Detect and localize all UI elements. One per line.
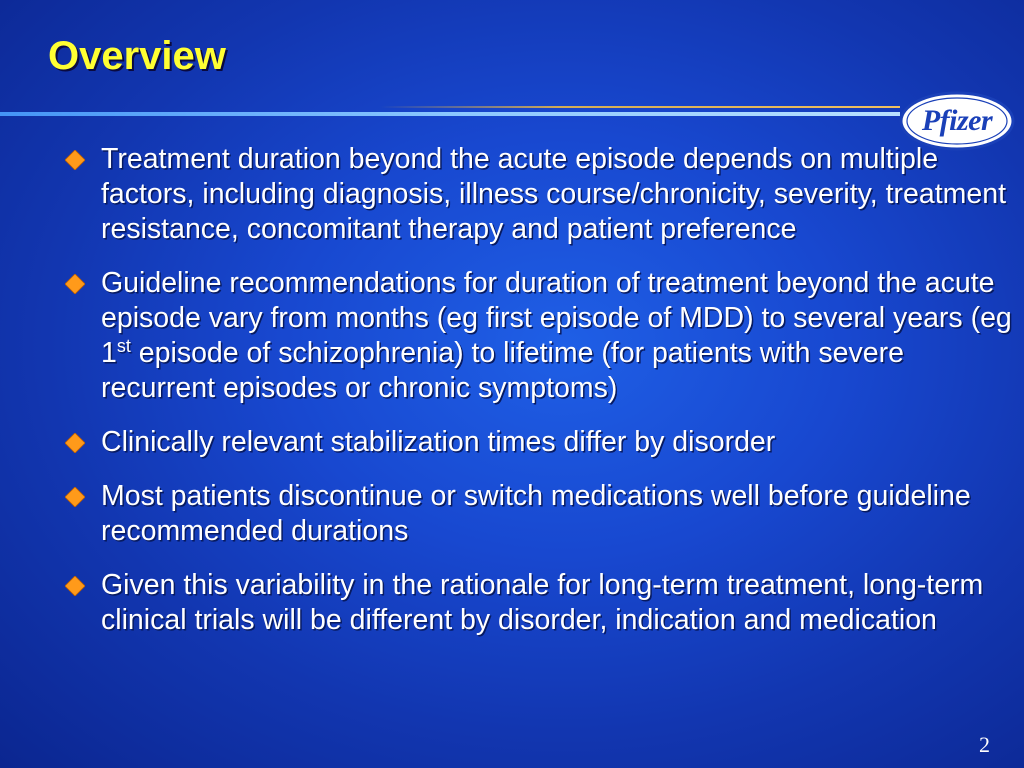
bullet-item <box>64 425 1014 460</box>
bullet-text: Given this variability in the rationale for long-term treatment, long-term clinical trials will be different by disorder, indication and medication <box>101 569 984 636</box>
bullet-text: Clinically relevant stabilization times differ by disorder <box>101 426 776 458</box>
bullet-text: Treatment duration beyond the acute episode depends on multiple factors, including diagnosis, illness course/chronicity, severity, treatment resistance, concomitant therapy and patient preference <box>101 143 1007 245</box>
bullet-text-continued: episode of schizophrenia) to lifetime (for patients with severe recurrent episodes or chronic symptoms) <box>101 337 904 404</box>
orange-diamond-icon <box>65 576 85 596</box>
slide-title: Overview <box>48 34 226 78</box>
orange-diamond-icon <box>65 433 85 453</box>
bullet-text: Most patients discontinue or switch medications well before guideline recommended durations <box>101 480 971 547</box>
bullet-item <box>64 479 1014 549</box>
page-number: 2 <box>979 732 990 757</box>
orange-diamond-icon <box>65 487 85 507</box>
bullet-list <box>64 142 1014 657</box>
orange-diamond-icon <box>65 150 85 170</box>
bullet-item <box>64 568 1014 638</box>
logo-wordmark: Pfizer <box>921 104 993 137</box>
title-divider <box>0 106 900 118</box>
bullet-item <box>64 266 1014 406</box>
bullet-item <box>64 142 1014 247</box>
orange-diamond-icon <box>65 274 85 294</box>
ordinal-superscript: st <box>116 336 131 356</box>
bullet-text: Guideline recommendations for duration of treatment beyond the acute episode vary from months (eg first episode of MDD) to several years (eg 1 <box>101 267 1012 369</box>
